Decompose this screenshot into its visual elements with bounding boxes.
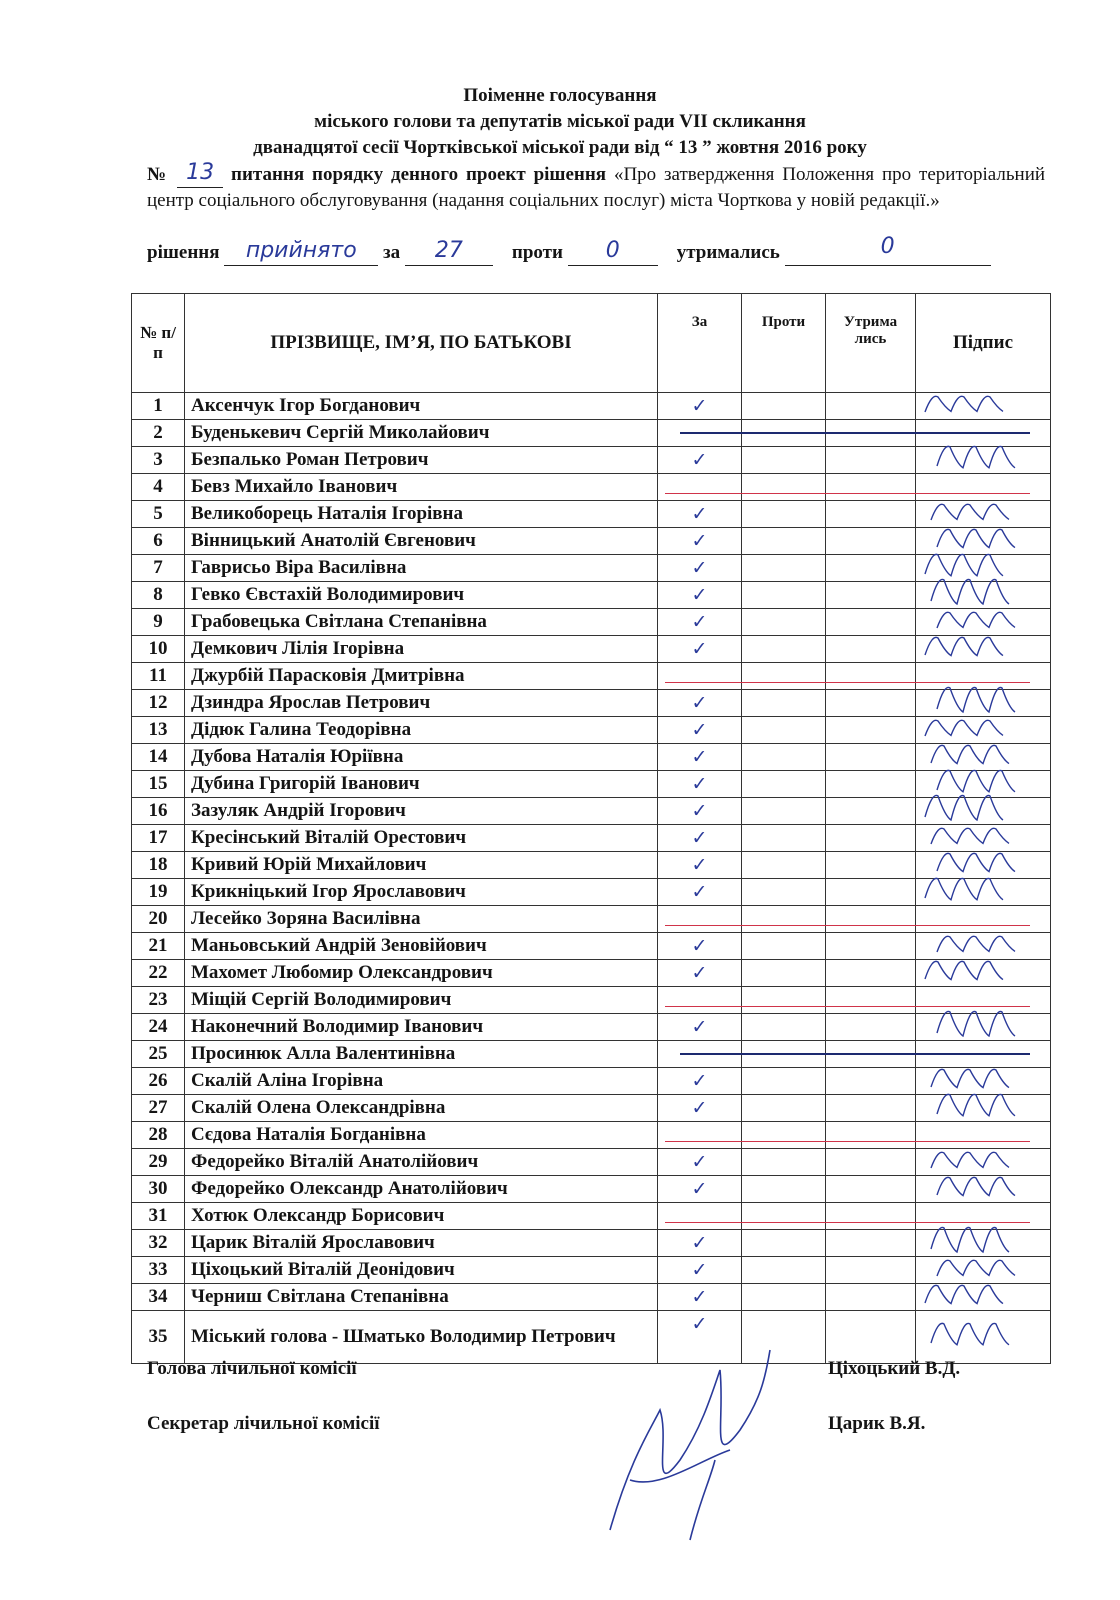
item-no-value: 13	[186, 160, 215, 185]
row-abstained-cell	[826, 528, 916, 555]
row-signature-cell	[916, 636, 1051, 663]
row-against-cell	[742, 582, 826, 609]
row-name: Скалій Аліна Ігорівна	[185, 1068, 658, 1095]
table-row	[132, 1095, 1051, 1122]
row-number: 5	[132, 501, 185, 528]
row-against-cell	[742, 933, 826, 960]
row-signature-cell	[916, 1203, 1051, 1230]
row-against-cell	[742, 960, 826, 987]
agenda-item	[147, 162, 1045, 213]
row-signature-cell	[916, 1149, 1051, 1176]
row-name: Наконечний Володимир Іванович	[185, 1014, 658, 1041]
row-name: Грабовецька Світлана Степанівна	[185, 609, 658, 636]
row-for-mark: ✓	[658, 1095, 742, 1122]
row-abstained-cell	[826, 609, 916, 636]
row-name: Аксенчук Ігор Богданович	[185, 393, 658, 420]
row-number: 29	[132, 1149, 185, 1176]
abstained-value: 0	[880, 234, 895, 259]
row-signature-cell	[916, 609, 1051, 636]
row-abstained-cell	[826, 771, 916, 798]
table-row	[132, 771, 1051, 798]
row-abstained-cell	[826, 636, 916, 663]
row-abstained-cell	[826, 987, 916, 1014]
row-for-mark: ✓	[658, 609, 742, 636]
row-signature-cell	[916, 474, 1051, 501]
row-against-cell	[742, 771, 826, 798]
row-for-mark: ✓	[658, 528, 742, 555]
row-abstained-cell	[826, 1122, 916, 1149]
col-abstained-header: Утрима лись	[826, 294, 916, 393]
strike-line	[665, 493, 1030, 494]
row-name: Федорейко Олександр Анатолійович	[185, 1176, 658, 1203]
abstained-label: утримались	[676, 242, 780, 263]
session-line: дванадцятої сесії Чортківської міської ради від “ 13 ” жовтня 2016 року	[253, 137, 867, 158]
row-signature-cell	[916, 825, 1051, 852]
row-number: 33	[132, 1257, 185, 1284]
vote-table	[131, 293, 1051, 1364]
row-against-cell	[742, 906, 826, 933]
row-abstained-cell	[826, 1176, 916, 1203]
row-signature-cell	[916, 798, 1051, 825]
row-abstained-cell	[826, 690, 916, 717]
row-abstained-cell	[826, 1149, 916, 1176]
strike-line	[665, 1141, 1030, 1142]
row-against-cell	[742, 474, 826, 501]
row-signature-cell	[916, 1014, 1051, 1041]
row-against-cell	[742, 987, 826, 1014]
row-name: Маньовський Андрій Зеновійович	[185, 933, 658, 960]
row-name: Федорейко Віталій Анатолійович	[185, 1149, 658, 1176]
row-name: Хотюк Олександр Борисович	[185, 1203, 658, 1230]
row-number: 4	[132, 474, 185, 501]
row-name: Черниш Світлана Степанівна	[185, 1284, 658, 1311]
table-row	[132, 906, 1051, 933]
table-row	[132, 1068, 1051, 1095]
row-abstained-cell	[826, 474, 916, 501]
row-number: 20	[132, 906, 185, 933]
row-for-mark: ✓	[658, 1311, 742, 1364]
row-signature-cell	[916, 1176, 1051, 1203]
row-number: 32	[132, 1230, 185, 1257]
row-signature-cell	[916, 582, 1051, 609]
row-abstained-cell	[826, 1014, 916, 1041]
table-row	[132, 582, 1051, 609]
row-number: 7	[132, 555, 185, 582]
table-row	[132, 798, 1051, 825]
row-against-cell	[742, 501, 826, 528]
row-against-cell	[742, 1095, 826, 1122]
row-name: Скалій Олена Олександрівна	[185, 1095, 658, 1122]
row-for-mark: ✓	[658, 1176, 742, 1203]
row-for-mark: ✓	[658, 825, 742, 852]
row-against-cell	[742, 879, 826, 906]
row-against-cell	[742, 1068, 826, 1095]
vote-table-body	[132, 393, 1051, 1364]
row-name: Демкович Лілія Ігорівна	[185, 636, 658, 663]
row-name: Царик Віталій Ярославович	[185, 1230, 658, 1257]
row-against-cell	[742, 690, 826, 717]
row-name: Міщій Сергій Володимирович	[185, 987, 658, 1014]
table-row	[132, 1284, 1051, 1311]
row-name: Дубина Григорій Іванович	[185, 771, 658, 798]
row-against-cell	[742, 1176, 826, 1203]
row-name: Буденькевич Сергій Миколайович	[185, 420, 658, 447]
table-row	[132, 987, 1051, 1014]
table-row	[132, 852, 1051, 879]
row-for-mark: ✓	[658, 933, 742, 960]
row-signature-cell	[916, 1311, 1051, 1364]
row-for-mark	[658, 1122, 742, 1149]
row-against-cell	[742, 1014, 826, 1041]
strike-line	[680, 432, 1030, 434]
table-row	[132, 393, 1051, 420]
row-against-cell	[742, 663, 826, 690]
against-label: проти	[511, 242, 563, 263]
row-name: Зазуляк Андрій Ігорович	[185, 798, 658, 825]
against-value: 0	[605, 238, 620, 263]
table-row	[132, 879, 1051, 906]
decision-line	[147, 234, 1045, 266]
row-signature-cell	[916, 879, 1051, 906]
table-row	[132, 690, 1051, 717]
row-name: Дзиндра Ярослав Петрович	[185, 690, 658, 717]
decision-label: рішення	[147, 242, 220, 263]
strike-line	[665, 1222, 1030, 1223]
row-number: 10	[132, 636, 185, 663]
row-abstained-cell	[826, 501, 916, 528]
row-signature-cell	[916, 933, 1051, 960]
row-abstained-cell	[826, 1284, 916, 1311]
row-against-cell	[742, 609, 826, 636]
col-against-header: Проти	[742, 294, 826, 393]
row-number: 13	[132, 717, 185, 744]
table-row	[132, 960, 1051, 987]
row-name: Безпалько Роман Петрович	[185, 447, 658, 474]
row-number: 19	[132, 879, 185, 906]
row-against-cell	[742, 852, 826, 879]
row-against-cell	[742, 1284, 826, 1311]
row-for-mark: ✓	[658, 1230, 742, 1257]
table-header-row	[132, 294, 1051, 393]
row-abstained-cell	[826, 1203, 916, 1230]
row-number: 17	[132, 825, 185, 852]
row-abstained-cell	[826, 933, 916, 960]
row-against-cell	[742, 744, 826, 771]
strike-line	[680, 1053, 1030, 1055]
row-signature-cell	[916, 987, 1051, 1014]
row-abstained-cell	[826, 717, 916, 744]
row-signature-cell	[916, 501, 1051, 528]
row-number: 22	[132, 960, 185, 987]
row-number: 31	[132, 1203, 185, 1230]
table-row	[132, 663, 1051, 690]
secretary-name: Царик В.Я.	[828, 1413, 926, 1434]
table-row	[132, 1014, 1051, 1041]
row-number: 16	[132, 798, 185, 825]
row-for-mark: ✓	[658, 555, 742, 582]
row-against-cell	[742, 1203, 826, 1230]
table-row	[132, 1149, 1051, 1176]
row-against-cell	[742, 1122, 826, 1149]
row-for-mark: ✓	[658, 771, 742, 798]
row-for-mark: ✓	[658, 1068, 742, 1095]
row-number: 2	[132, 420, 185, 447]
row-for-mark: ✓	[658, 636, 742, 663]
row-signature-cell	[916, 690, 1051, 717]
row-for-mark: ✓	[658, 798, 742, 825]
row-name: Ціхоцький Віталій Деонідович	[185, 1257, 658, 1284]
row-name: Дубова Наталія Юріївна	[185, 744, 658, 771]
row-number: 28	[132, 1122, 185, 1149]
table-row	[132, 501, 1051, 528]
table-row	[132, 933, 1051, 960]
row-abstained-cell	[826, 1230, 916, 1257]
row-for-mark: ✓	[658, 744, 742, 771]
row-abstained-cell	[826, 447, 916, 474]
row-for-mark: ✓	[658, 582, 742, 609]
row-for-mark	[658, 1203, 742, 1230]
row-signature-cell	[916, 1122, 1051, 1149]
col-num-header: № п/п	[132, 294, 185, 393]
row-number: 11	[132, 663, 185, 690]
chair-name: Ціхоцький В.Д.	[828, 1358, 961, 1379]
row-signature-cell	[916, 555, 1051, 582]
row-number: 27	[132, 1095, 185, 1122]
row-name: Просинюк Алла Валентинівна	[185, 1041, 658, 1068]
row-name: Міський голова - Шматько Володимир Петрович	[185, 1311, 658, 1364]
table-row	[132, 555, 1051, 582]
row-against-cell	[742, 555, 826, 582]
row-number: 15	[132, 771, 185, 798]
row-for-mark: ✓	[658, 1014, 742, 1041]
against-field	[568, 240, 658, 266]
row-abstained-cell	[826, 1311, 916, 1364]
strike-line	[665, 925, 1030, 926]
table-row	[132, 447, 1051, 474]
commission-signature	[590, 1340, 830, 1560]
row-signature-cell	[916, 906, 1051, 933]
row-number: 25	[132, 1041, 185, 1068]
row-signature-cell	[916, 447, 1051, 474]
row-abstained-cell	[826, 825, 916, 852]
row-number: 14	[132, 744, 185, 771]
row-name: Гаврисьо Віра Василівна	[185, 555, 658, 582]
row-signature-cell	[916, 1257, 1051, 1284]
strike-line	[665, 682, 1030, 683]
row-against-cell	[742, 1149, 826, 1176]
row-for-mark	[658, 663, 742, 690]
table-row	[132, 609, 1051, 636]
row-abstained-cell	[826, 1257, 916, 1284]
item-text: «Про затвердження Положення про територіальний центр соціального обслуговування (надання соціальних послуг) міста Чорткова у новій редакції.»	[147, 164, 1046, 211]
row-number: 8	[132, 582, 185, 609]
row-signature-cell	[916, 1230, 1051, 1257]
row-for-mark: ✓	[658, 1284, 742, 1311]
row-number: 3	[132, 447, 185, 474]
row-signature-cell	[916, 663, 1051, 690]
row-for-mark: ✓	[658, 501, 742, 528]
row-number: 30	[132, 1176, 185, 1203]
row-for-mark: ✓	[658, 960, 742, 987]
row-signature-cell	[916, 393, 1051, 420]
row-number: 35	[132, 1311, 185, 1364]
table-row	[132, 744, 1051, 771]
row-signature-cell	[916, 1095, 1051, 1122]
row-name: Дідюк Галина Теодорівна	[185, 717, 658, 744]
col-name-header: ПРІЗВИЩЕ, ІМ’Я, ПО БАТЬКОВІ	[185, 294, 658, 393]
row-for-mark: ✓	[658, 852, 742, 879]
row-number: 12	[132, 690, 185, 717]
row-against-cell	[742, 393, 826, 420]
table-row	[132, 1122, 1051, 1149]
row-name: Кривий Юрій Михайлович	[185, 852, 658, 879]
row-abstained-cell	[826, 1095, 916, 1122]
item-no-field	[177, 162, 223, 188]
for-field	[405, 240, 493, 266]
table-row	[132, 1230, 1051, 1257]
row-abstained-cell	[826, 879, 916, 906]
row-against-cell	[742, 528, 826, 555]
row-number: 23	[132, 987, 185, 1014]
row-signature-cell	[916, 717, 1051, 744]
row-for-mark: ✓	[658, 1257, 742, 1284]
decision-value: прийнято	[245, 238, 357, 263]
row-signature-cell	[916, 744, 1051, 771]
row-abstained-cell	[826, 393, 916, 420]
decision-field	[224, 240, 378, 266]
row-abstained-cell	[826, 555, 916, 582]
row-for-mark	[658, 474, 742, 501]
row-for-mark	[658, 987, 742, 1014]
row-against-cell	[742, 825, 826, 852]
table-row	[132, 1203, 1051, 1230]
row-name: Сєдова Наталія Богданівна	[185, 1122, 658, 1149]
row-name: Крикніцький Ігор Ярославович	[185, 879, 658, 906]
col-signature-header: Підпис	[916, 294, 1051, 393]
table-row	[132, 1176, 1051, 1203]
row-abstained-cell	[826, 798, 916, 825]
doc-title: Поіменне голосування	[463, 85, 657, 106]
item-text-bold: питання порядку денного проект рішення	[231, 164, 607, 185]
row-number: 24	[132, 1014, 185, 1041]
row-abstained-cell	[826, 906, 916, 933]
row-number: 6	[132, 528, 185, 555]
for-label: за	[383, 242, 401, 263]
for-value: 27	[434, 238, 463, 263]
row-signature-cell	[916, 852, 1051, 879]
row-signature-cell	[916, 771, 1051, 798]
table-row	[132, 825, 1051, 852]
strike-line	[665, 1006, 1030, 1007]
row-name: Великоборець Наталія Ігорівна	[185, 501, 658, 528]
row-abstained-cell	[826, 852, 916, 879]
row-abstained-cell	[826, 1068, 916, 1095]
chair-label: Голова лічильної комісії	[147, 1358, 357, 1379]
row-name: Джурбій Парасковія Дмитрівна	[185, 663, 658, 690]
table-row	[132, 528, 1051, 555]
col-for-header: За	[658, 294, 742, 393]
row-for-mark: ✓	[658, 690, 742, 717]
row-signature-cell	[916, 1068, 1051, 1095]
table-row	[132, 636, 1051, 663]
row-number: 26	[132, 1068, 185, 1095]
row-against-cell	[742, 1230, 826, 1257]
row-number: 18	[132, 852, 185, 879]
row-abstained-cell	[826, 582, 916, 609]
row-abstained-cell	[826, 744, 916, 771]
row-for-mark: ✓	[658, 1149, 742, 1176]
row-name: Бевз Михайло Іванович	[185, 474, 658, 501]
table-row	[132, 474, 1051, 501]
row-number: 1	[132, 393, 185, 420]
row-for-mark: ✓	[658, 717, 742, 744]
abstained-field	[785, 234, 991, 266]
secretary-label: Секретар лічильної комісії	[147, 1413, 380, 1434]
row-number: 9	[132, 609, 185, 636]
item-no-label: №	[147, 164, 170, 185]
doc-subtitle: міського голови та депутатів міської ради VII скликання	[314, 111, 806, 132]
row-against-cell	[742, 798, 826, 825]
row-against-cell	[742, 1257, 826, 1284]
row-abstained-cell	[826, 960, 916, 987]
row-number: 21	[132, 933, 185, 960]
row-against-cell	[742, 447, 826, 474]
row-abstained-cell	[826, 663, 916, 690]
row-against-cell	[742, 717, 826, 744]
row-against-cell	[742, 636, 826, 663]
row-name: Вінницький Анатолій Євгенович	[185, 528, 658, 555]
row-for-mark: ✓	[658, 879, 742, 906]
row-name: Кресінський Віталій Орестович	[185, 825, 658, 852]
row-signature-cell	[916, 1284, 1051, 1311]
row-for-mark	[658, 906, 742, 933]
table-row	[132, 1257, 1051, 1284]
table-row	[132, 717, 1051, 744]
row-name: Гевко Євстахій Володимирович	[185, 582, 658, 609]
row-signature-cell	[916, 528, 1051, 555]
row-for-mark: ✓	[658, 447, 742, 474]
row-signature-cell	[916, 960, 1051, 987]
row-number: 34	[132, 1284, 185, 1311]
row-for-mark: ✓	[658, 393, 742, 420]
row-name: Махомет Любомир Олександрович	[185, 960, 658, 987]
row-name: Лесейко Зоряна Василівна	[185, 906, 658, 933]
